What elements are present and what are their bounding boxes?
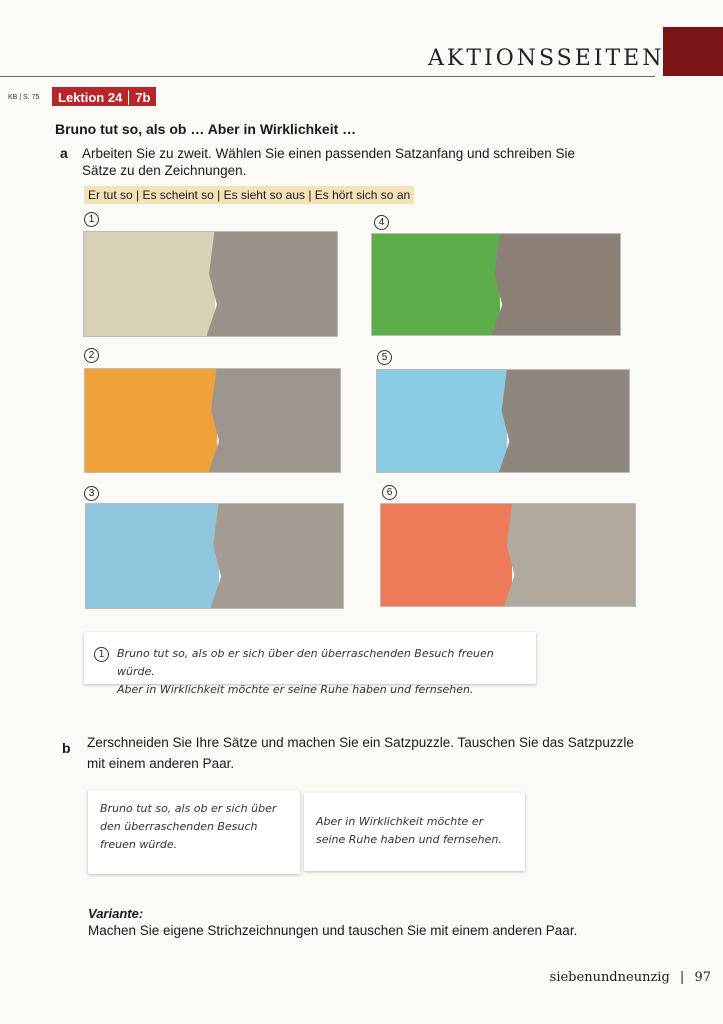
picture-5-number: 5	[377, 350, 392, 365]
lesson-badge	[52, 87, 156, 106]
example-number: 1	[94, 647, 109, 662]
course-book-reference: KB | S. 75	[8, 94, 40, 101]
header-divider	[0, 76, 655, 77]
example-line-2: Aber in Wirklichkeit möchte er seine Ruhe haben und fernsehen.	[117, 683, 474, 696]
picture-5-scene-left	[377, 370, 507, 472]
picture-6-number: 6	[382, 485, 397, 500]
picture-2	[84, 368, 341, 473]
task-a-label: a	[60, 145, 68, 161]
variant-text: Machen Sie eigene Strichzeichnungen und tauschen Sie mit einem anderen Paar.	[88, 923, 578, 938]
picture-1-number: 1	[84, 212, 99, 227]
picture-4-scene-left	[372, 234, 500, 335]
puzzle-card-1	[88, 790, 300, 874]
puzzle-card-2-line-1: Aber in Wirklichkeit möchte er	[316, 815, 484, 828]
picture-4-scene-right	[492, 234, 620, 335]
puzzle-card-2-line-2: seine Ruhe haben und fernsehen.	[316, 833, 502, 846]
puzzle-card-2	[304, 793, 525, 871]
picture-2-scene-left	[85, 369, 217, 472]
picture-4-number: 4	[374, 215, 389, 230]
picture-2-scene-right	[209, 369, 341, 472]
picture-3-scene-right	[211, 504, 344, 608]
sentence-starters: Er tut so | Es scheint so | Es sieht so aus | Es hört sich so an	[84, 186, 414, 204]
picture-5	[376, 369, 630, 473]
page-footer: siebenundneunzig | 97	[549, 970, 711, 985]
puzzle-card-1-line-2: den überraschenden Besuch	[100, 820, 258, 833]
task-b-label: b	[62, 740, 71, 756]
header-color-block	[663, 27, 723, 76]
picture-6	[380, 503, 636, 607]
task-a-instruction-1: Arbeiten Sie zu zweit. Wählen Sie einen passenden Satzanfang und schreiben Sie	[82, 146, 576, 161]
picture-5-scene-right	[499, 370, 629, 472]
picture-3	[85, 503, 344, 609]
picture-3-scene-left	[86, 504, 219, 608]
puzzle-card-1-line-1: Bruno tut so, als ob er sich über	[100, 802, 277, 815]
picture-1	[83, 231, 338, 337]
puzzle-card-1-line-3: freuen würde.	[100, 838, 178, 851]
picture-6-scene-left	[381, 504, 512, 606]
picture-3-number: 3	[84, 486, 99, 501]
picture-6-scene-right	[504, 504, 635, 606]
task-b-line-1: Zerschneiden Sie Ihre Sätze und machen Sie ein Satzpuzzle. Tauschen Sie das Satzpuzzle	[87, 735, 634, 750]
page-number-word: siebenundneunzig	[549, 970, 670, 985]
lesson-part: 7b	[128, 90, 156, 105]
lesson-label: Lektion 24	[58, 90, 123, 105]
picture-1-scene-right	[207, 232, 338, 336]
picture-1-scene-left	[84, 232, 215, 336]
variant-label: Variante:	[88, 906, 144, 921]
picture-4	[371, 233, 621, 336]
page-section-title: AKTIONSSEITEN	[428, 46, 665, 71]
exercise-heading: Bruno tut so, als ob … Aber in Wirklichkeit …	[55, 121, 357, 137]
example-line-1: Bruno tut so, als ob er sich über den überraschenden Besuch freuen würde.	[117, 647, 494, 678]
page-number: 97	[694, 970, 711, 985]
example-answer-card	[84, 632, 536, 696]
picture-2-number: 2	[84, 348, 99, 363]
task-a-instruction-2: Sätze zu den Zeichnungen.	[82, 163, 247, 178]
task-b-line-2: mit einem anderen Paar.	[87, 756, 235, 771]
